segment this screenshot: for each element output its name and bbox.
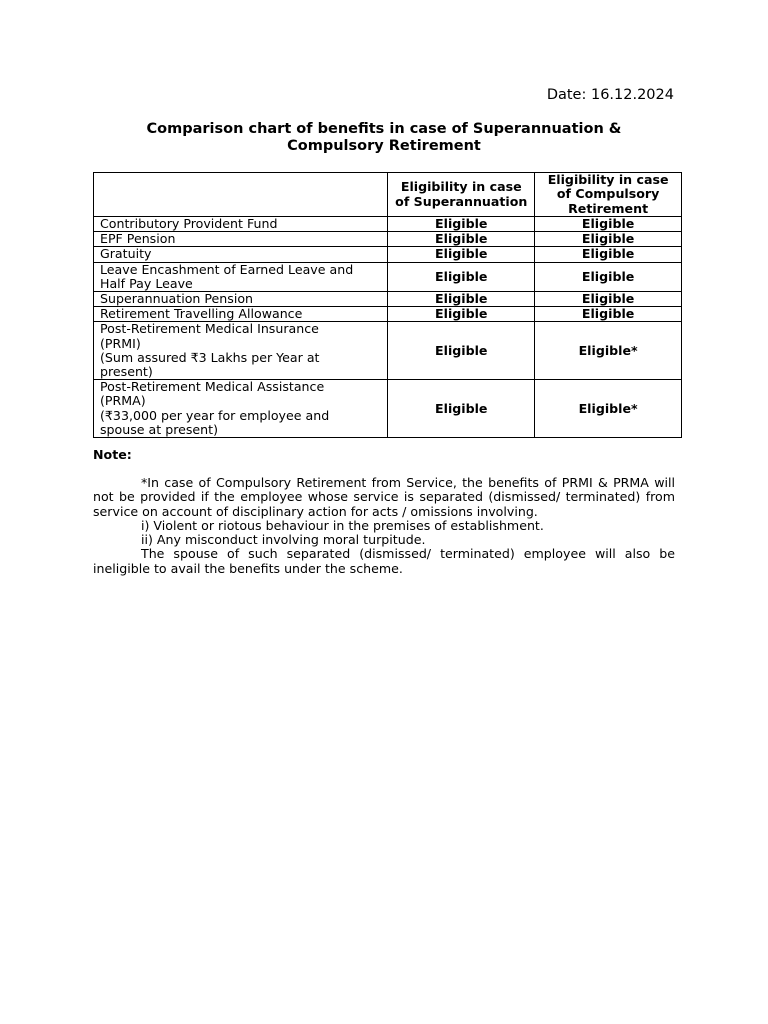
compulsory-eligibility: Eligible [535, 292, 682, 307]
benefit-cell [94, 380, 388, 438]
benefit-name: Post-Retirement Medical Insurance (PRMI) [100, 321, 319, 351]
benefit-note: (Sum assured ₹3 Lakhs per Year at present) [100, 349, 320, 380]
note-label: Note: [93, 447, 132, 462]
superannuation-eligibility: Eligible [388, 232, 535, 247]
compulsory-eligibility: Eligible* [535, 380, 682, 438]
superannuation-eligibility: Eligible [388, 292, 535, 307]
note-item-2: ii) Any misconduct involving moral turpitude. [141, 532, 426, 548]
superannuation-eligibility: Eligible [388, 247, 535, 262]
superannuation-eligibility: Eligible [388, 380, 535, 438]
benefit-note: (₹33,000 per year for employee and spouse at present) [100, 407, 330, 437]
benefit-name: Contributory Provident Fund [94, 217, 388, 232]
benefits-comparison-table [93, 172, 682, 438]
superannuation-eligibility: Eligible [388, 307, 535, 322]
table-row [94, 322, 682, 380]
benefit-name: Post-Retirement Medical Assistance (PRMA) [100, 379, 325, 409]
benefit-name: Superannuation Pension [94, 292, 388, 307]
superannuation-eligibility: Eligible [388, 322, 535, 380]
table-header-row [94, 173, 682, 217]
superannuation-eligibility: Eligible [388, 217, 535, 232]
table-row [94, 232, 682, 247]
document-title [93, 121, 675, 155]
benefit-name: Gratuity [94, 247, 388, 262]
title-line-1: Comparison chart of benefits in case of Superannuation & [146, 121, 622, 137]
compulsory-eligibility: Eligible [535, 232, 682, 247]
table-row [94, 217, 682, 232]
note-paragraph-2: The spouse of such separated (dismissed/ terminated) employee will also be ineligible to avail the benefits under the scheme. [93, 546, 675, 576]
table-row [94, 380, 682, 438]
compulsory-eligibility: Eligible [535, 217, 682, 232]
compulsory-eligibility: Eligible [535, 262, 682, 291]
note-paragraph-1: *In case of Compulsory Retirement from Service, the benefits of PRMI & PRMA will not be provided if the employee whose service is separated (dismissed/ terminated) from service on account of disciplinary action for acts / omissions involving. [93, 475, 675, 519]
table-row [94, 292, 682, 307]
compulsory-eligibility: Eligible [535, 247, 682, 262]
benefit-name: Leave Encashment of Earned Leave and Half Pay Leave [94, 262, 388, 291]
table-row [94, 262, 682, 291]
header-compulsory: Eligibility in case of Compulsory Retirement [535, 173, 682, 217]
table-row [94, 307, 682, 322]
benefit-name: Retirement Travelling Allowance [94, 307, 388, 322]
header-superannuation: Eligibility in case of Superannuation [388, 173, 535, 217]
document-date: Date: 16.12.2024 [546, 87, 674, 103]
superannuation-eligibility: Eligible [388, 262, 535, 291]
title-line-2: Compulsory Retirement [287, 138, 481, 154]
benefit-name: EPF Pension [94, 232, 388, 247]
header-benefit [94, 173, 388, 217]
note-item-1: i) Violent or riotous behaviour in the premises of establishment. [141, 517, 544, 533]
table-row [94, 247, 682, 262]
compulsory-eligibility: Eligible [535, 307, 682, 322]
note-section [93, 476, 675, 576]
benefit-cell [94, 322, 388, 380]
compulsory-eligibility: Eligible* [535, 322, 682, 380]
